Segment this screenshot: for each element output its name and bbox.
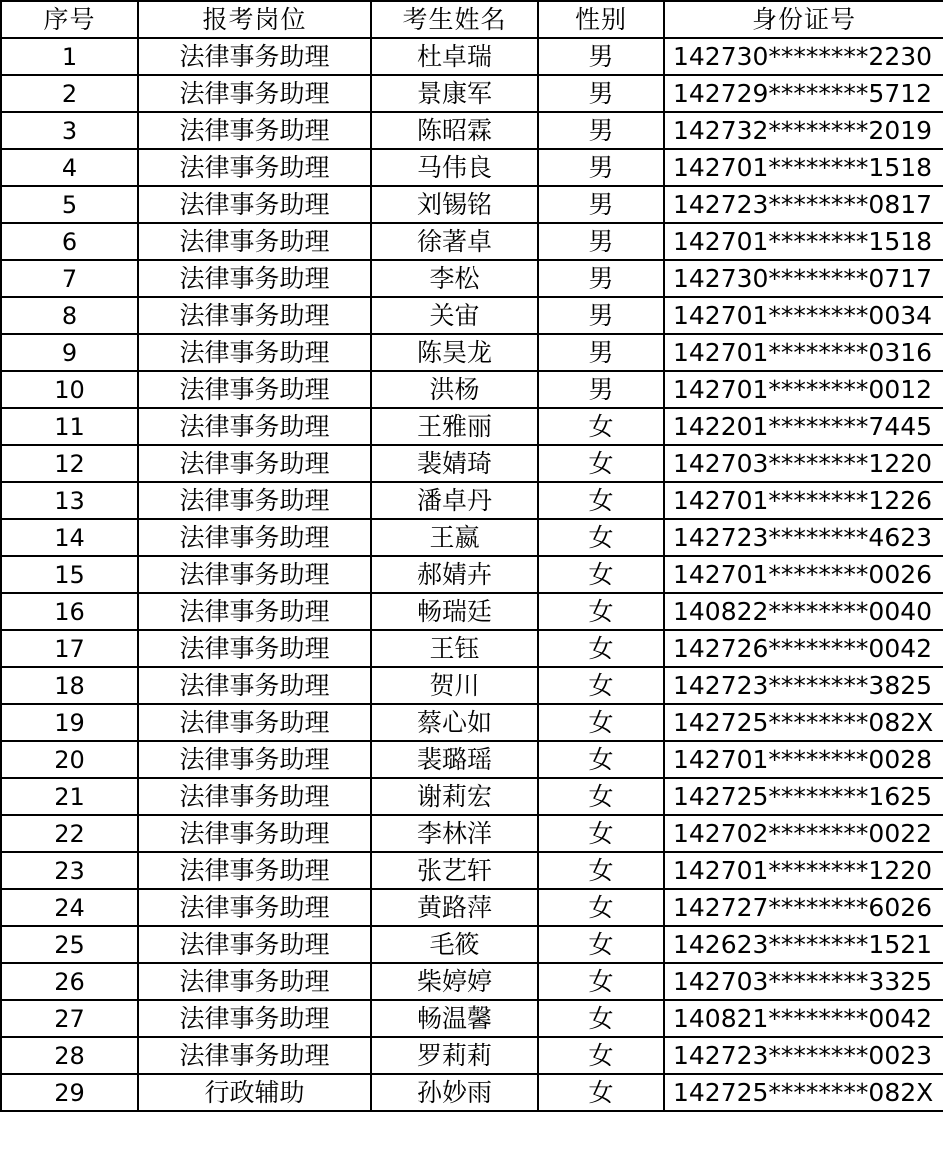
position-cell: 法律事务助理: [138, 445, 371, 482]
serial-cell: 9: [1, 334, 138, 371]
header-applied-position: 报考岗位: [138, 1, 371, 38]
id-cell: 140822********0040: [664, 593, 943, 630]
position-cell: 法律事务助理: [138, 667, 371, 704]
name-cell: 黄路萍: [371, 889, 538, 926]
header-id-number: 身份证号: [664, 1, 943, 38]
serial-cell: 25: [1, 926, 138, 963]
serial-cell: 24: [1, 889, 138, 926]
name-cell: 裴婧琦: [371, 445, 538, 482]
serial-cell: 20: [1, 741, 138, 778]
name-cell: 贺川: [371, 667, 538, 704]
id-cell: 142701********0012: [664, 371, 943, 408]
table-row: [1, 260, 943, 297]
position-cell: 法律事务助理: [138, 926, 371, 963]
table-row: [1, 926, 943, 963]
position-cell: 法律事务助理: [138, 223, 371, 260]
header-row: [1, 1, 943, 38]
table-row: [1, 741, 943, 778]
gender-cell: 男: [538, 38, 664, 75]
gender-cell: 男: [538, 334, 664, 371]
id-cell: 142723********3825: [664, 667, 943, 704]
serial-cell: 21: [1, 778, 138, 815]
gender-cell: 女: [538, 852, 664, 889]
id-cell: 142732********2019: [664, 112, 943, 149]
table-row: [1, 1037, 943, 1074]
name-cell: 马伟良: [371, 149, 538, 186]
gender-cell: 男: [538, 297, 664, 334]
gender-cell: 男: [538, 186, 664, 223]
gender-cell: 女: [538, 926, 664, 963]
name-cell: 洪杨: [371, 371, 538, 408]
id-cell: 142726********0042: [664, 630, 943, 667]
id-cell: 142701********0028: [664, 741, 943, 778]
position-cell: 法律事务助理: [138, 963, 371, 1000]
name-cell: 蔡心如: [371, 704, 538, 741]
serial-cell: 14: [1, 519, 138, 556]
serial-cell: 2: [1, 75, 138, 112]
table-row: [1, 223, 943, 260]
table-row: [1, 1000, 943, 1037]
gender-cell: 男: [538, 75, 664, 112]
name-cell: 徐著卓: [371, 223, 538, 260]
position-cell: 法律事务助理: [138, 260, 371, 297]
table-body: [1, 38, 943, 1111]
table-row: [1, 445, 943, 482]
table-row: [1, 852, 943, 889]
name-cell: 孙妙雨: [371, 1074, 538, 1111]
table-row: [1, 371, 943, 408]
name-cell: 景康军: [371, 75, 538, 112]
id-cell: 142701********1220: [664, 852, 943, 889]
serial-cell: 4: [1, 149, 138, 186]
table-row: [1, 963, 943, 1000]
serial-cell: 15: [1, 556, 138, 593]
table-row: [1, 519, 943, 556]
name-cell: 陈昊龙: [371, 334, 538, 371]
gender-cell: 男: [538, 149, 664, 186]
id-cell: 142701********1518: [664, 149, 943, 186]
gender-cell: 男: [538, 371, 664, 408]
id-cell: 142701********1518: [664, 223, 943, 260]
gender-cell: 男: [538, 260, 664, 297]
gender-cell: 女: [538, 778, 664, 815]
gender-cell: 女: [538, 408, 664, 445]
position-cell: 法律事务助理: [138, 741, 371, 778]
serial-cell: 23: [1, 852, 138, 889]
position-cell: 法律事务助理: [138, 112, 371, 149]
name-cell: 王钰: [371, 630, 538, 667]
name-cell: 关宙: [371, 297, 538, 334]
serial-cell: 17: [1, 630, 138, 667]
position-cell: 法律事务助理: [138, 593, 371, 630]
gender-cell: 女: [538, 556, 664, 593]
serial-cell: 7: [1, 260, 138, 297]
position-cell: 法律事务助理: [138, 1037, 371, 1074]
serial-cell: 13: [1, 482, 138, 519]
position-cell: 法律事务助理: [138, 334, 371, 371]
id-cell: 142201********7445: [664, 408, 943, 445]
table-row: [1, 297, 943, 334]
serial-cell: 10: [1, 371, 138, 408]
position-cell: 行政辅助: [138, 1074, 371, 1111]
id-cell: 142725********1625: [664, 778, 943, 815]
id-cell: 142723********0023: [664, 1037, 943, 1074]
position-cell: 法律事务助理: [138, 1000, 371, 1037]
name-cell: 罗莉莉: [371, 1037, 538, 1074]
name-cell: 谢莉宏: [371, 778, 538, 815]
table-row: [1, 112, 943, 149]
name-cell: 李林洋: [371, 815, 538, 852]
serial-cell: 16: [1, 593, 138, 630]
name-cell: 李松: [371, 260, 538, 297]
id-cell: 142701********1226: [664, 482, 943, 519]
name-cell: 刘锡铭: [371, 186, 538, 223]
table-row: [1, 75, 943, 112]
position-cell: 法律事务助理: [138, 38, 371, 75]
header-candidate-name: 考生姓名: [371, 1, 538, 38]
table-row: [1, 667, 943, 704]
position-cell: 法律事务助理: [138, 852, 371, 889]
name-cell: 柴婷婷: [371, 963, 538, 1000]
table-row: [1, 778, 943, 815]
serial-cell: 1: [1, 38, 138, 75]
table-row: [1, 334, 943, 371]
gender-cell: 女: [538, 482, 664, 519]
id-cell: 142725********082X: [664, 704, 943, 741]
table-header: [1, 1, 943, 38]
name-cell: 杜卓瑞: [371, 38, 538, 75]
id-cell: 142701********0034: [664, 297, 943, 334]
name-cell: 王雅丽: [371, 408, 538, 445]
serial-cell: 27: [1, 1000, 138, 1037]
id-cell: 140821********0042: [664, 1000, 943, 1037]
id-cell: 142730********0717: [664, 260, 943, 297]
name-cell: 毛筱: [371, 926, 538, 963]
position-cell: 法律事务助理: [138, 149, 371, 186]
position-cell: 法律事务助理: [138, 889, 371, 926]
id-cell: 142623********1521: [664, 926, 943, 963]
gender-cell: 男: [538, 223, 664, 260]
serial-cell: 12: [1, 445, 138, 482]
gender-cell: 女: [538, 704, 664, 741]
table-row: [1, 630, 943, 667]
position-cell: 法律事务助理: [138, 519, 371, 556]
gender-cell: 女: [538, 1074, 664, 1111]
table-row: [1, 815, 943, 852]
gender-cell: 女: [538, 963, 664, 1000]
table-row: [1, 38, 943, 75]
table-row: [1, 593, 943, 630]
name-cell: 郝婧卉: [371, 556, 538, 593]
table-row: [1, 149, 943, 186]
gender-cell: 女: [538, 889, 664, 926]
id-cell: 142723********0817: [664, 186, 943, 223]
table-row: [1, 482, 943, 519]
name-cell: 畅瑞廷: [371, 593, 538, 630]
name-cell: 陈昭霖: [371, 112, 538, 149]
gender-cell: 男: [538, 112, 664, 149]
position-cell: 法律事务助理: [138, 815, 371, 852]
table-row: [1, 889, 943, 926]
table-row: [1, 1074, 943, 1111]
position-cell: 法律事务助理: [138, 482, 371, 519]
position-cell: 法律事务助理: [138, 371, 371, 408]
position-cell: 法律事务助理: [138, 186, 371, 223]
id-cell: 142701********0026: [664, 556, 943, 593]
name-cell: 王嬴: [371, 519, 538, 556]
serial-cell: 22: [1, 815, 138, 852]
gender-cell: 女: [538, 815, 664, 852]
gender-cell: 女: [538, 667, 664, 704]
gender-cell: 女: [538, 445, 664, 482]
name-cell: 畅温馨: [371, 1000, 538, 1037]
id-cell: 142725********082X: [664, 1074, 943, 1111]
position-cell: 法律事务助理: [138, 556, 371, 593]
gender-cell: 女: [538, 1000, 664, 1037]
gender-cell: 女: [538, 1037, 664, 1074]
name-cell: 裴璐瑶: [371, 741, 538, 778]
id-cell: 142723********4623: [664, 519, 943, 556]
id-cell: 142730********2230: [664, 38, 943, 75]
header-serial-number: 序号: [1, 1, 138, 38]
serial-cell: 26: [1, 963, 138, 1000]
gender-cell: 女: [538, 741, 664, 778]
position-cell: 法律事务助理: [138, 297, 371, 334]
serial-cell: 8: [1, 297, 138, 334]
serial-cell: 3: [1, 112, 138, 149]
serial-cell: 6: [1, 223, 138, 260]
id-cell: 142729********5712: [664, 75, 943, 112]
position-cell: 法律事务助理: [138, 778, 371, 815]
name-cell: 张艺轩: [371, 852, 538, 889]
position-cell: 法律事务助理: [138, 75, 371, 112]
header-gender: 性别: [538, 1, 664, 38]
table-row: [1, 186, 943, 223]
position-cell: 法律事务助理: [138, 408, 371, 445]
table-row: [1, 704, 943, 741]
gender-cell: 女: [538, 630, 664, 667]
name-cell: 潘卓丹: [371, 482, 538, 519]
id-cell: 142701********0316: [664, 334, 943, 371]
position-cell: 法律事务助理: [138, 704, 371, 741]
table-row: [1, 556, 943, 593]
id-cell: 142703********3325: [664, 963, 943, 1000]
gender-cell: 女: [538, 519, 664, 556]
gender-cell: 女: [538, 593, 664, 630]
id-cell: 142727********6026: [664, 889, 943, 926]
serial-cell: 29: [1, 1074, 138, 1111]
serial-cell: 5: [1, 186, 138, 223]
position-cell: 法律事务助理: [138, 630, 371, 667]
serial-cell: 19: [1, 704, 138, 741]
serial-cell: 18: [1, 667, 138, 704]
id-cell: 142703********1220: [664, 445, 943, 482]
id-cell: 142702********0022: [664, 815, 943, 852]
serial-cell: 28: [1, 1037, 138, 1074]
serial-cell: 11: [1, 408, 138, 445]
table-row: [1, 408, 943, 445]
